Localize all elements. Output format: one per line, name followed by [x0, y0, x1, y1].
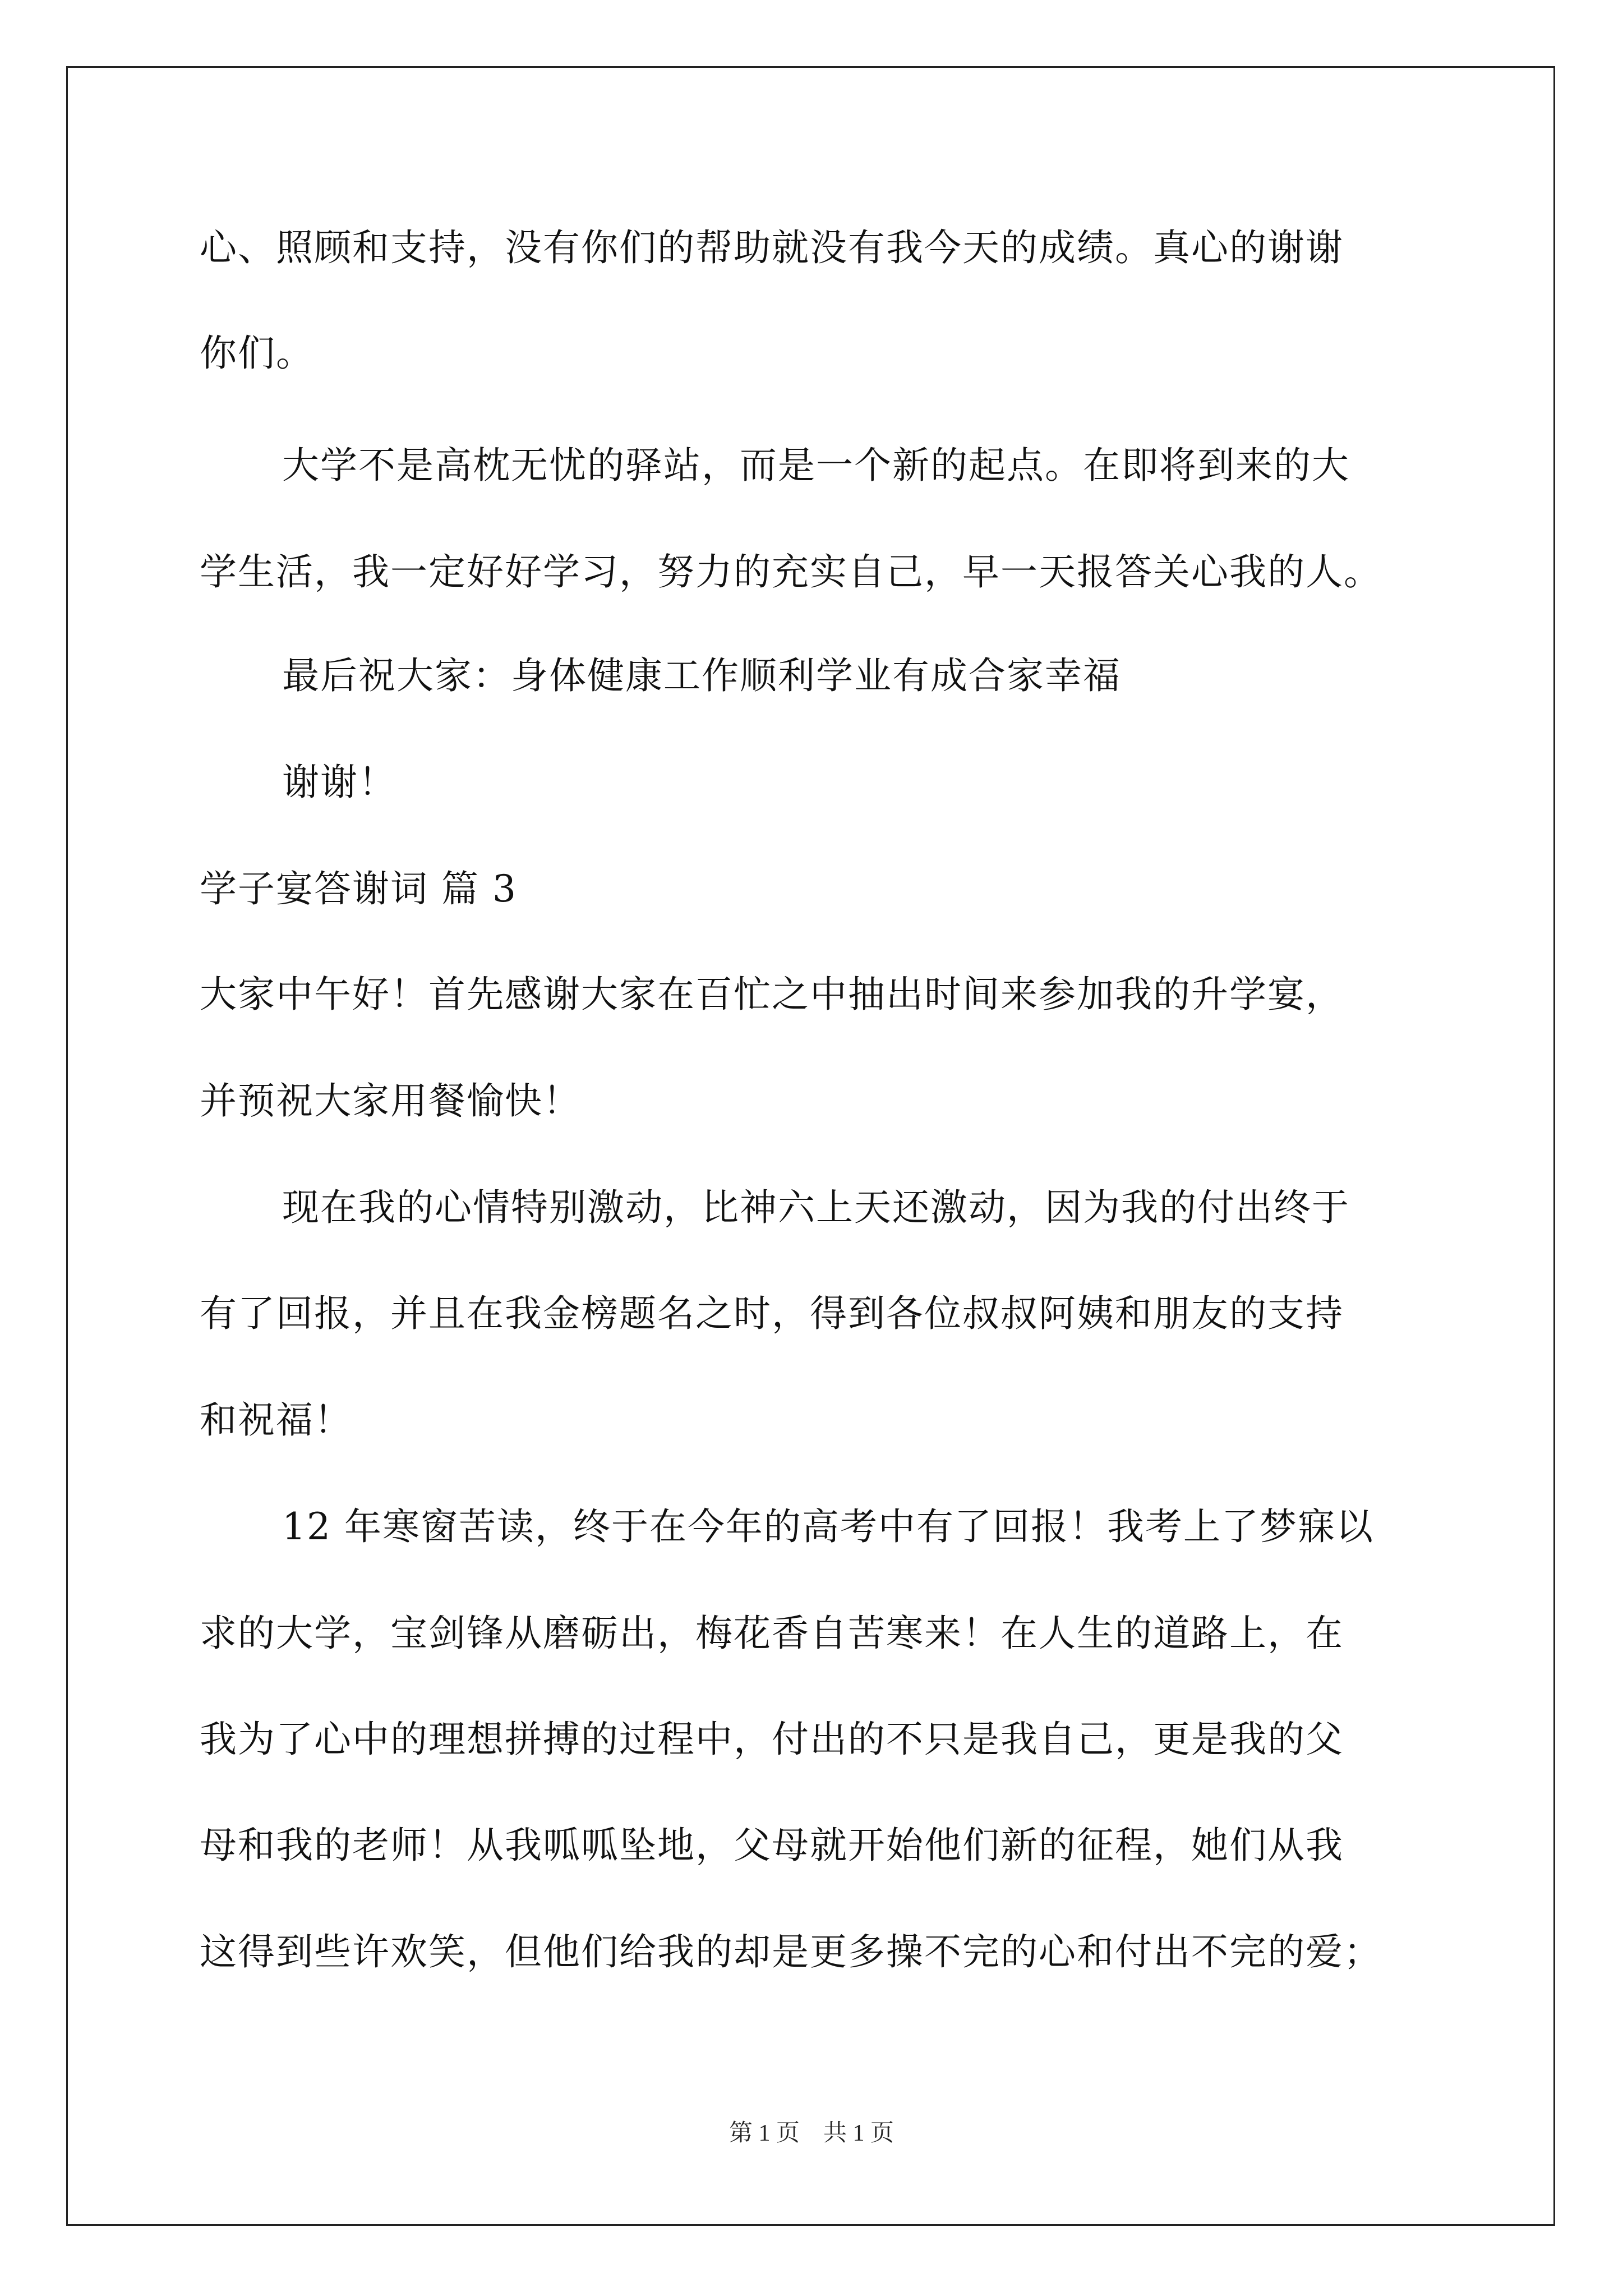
section-heading: 学子宴答谢词 篇 3: [200, 867, 517, 910]
text-line: 和祝福！: [200, 1398, 352, 1442]
text-line: 母和我的老师！从我呱呱坠地，父母就开始他们新的征程，她们从我: [200, 1824, 1344, 1867]
text-line: 并预祝大家用餐愉快！: [200, 1079, 581, 1122]
text-line: 大家中午好！首先感谢大家在百忙之中抽出时间来参加我的升学宴，: [200, 973, 1344, 1016]
text-line: 求的大学，宝剑锋从磨砺出，梅花香自苦寒来！在人生的道路上，在: [200, 1612, 1344, 1655]
text-line: 最后祝大家：身体健康工作顺利学业有成合家幸福: [282, 654, 1121, 697]
text-line: 大学不是高枕无忧的驿站，而是一个新的起点。在即将到来的大: [282, 444, 1350, 487]
text-line: 你们。: [200, 332, 314, 375]
page-footer: 第 1 页 共 1 页: [728, 2120, 894, 2146]
text-line: 学生活，我一定好好学习，努力的充实自己，早一天报答关心我的人。: [200, 550, 1382, 593]
text-line: 12 年寒窗苦读，终于在今年的高考中有了回报！我考上了梦寐以: [282, 1505, 1374, 1548]
page-border: [66, 66, 1555, 2226]
text-line: 这得到些许欢笑，但他们给我的却是更多操不完的心和付出不完的爱；: [200, 1930, 1382, 1973]
text-line: 心、照顾和支持，没有你们的帮助就没有我今天的成绩。真心的谢谢: [200, 226, 1344, 269]
text-line: 我为了心中的理想拼搏的过程中，付出的不只是我自己，更是我的父: [200, 1718, 1344, 1761]
text-line: 现在我的心情特别激动，比神六上天还激动，因为我的付出终于: [282, 1186, 1350, 1229]
text-line: 谢谢！: [282, 761, 396, 804]
text-line: 有了回报，并且在我金榜题名之时，得到各位叔叔阿姨和朋友的支持: [200, 1292, 1344, 1335]
